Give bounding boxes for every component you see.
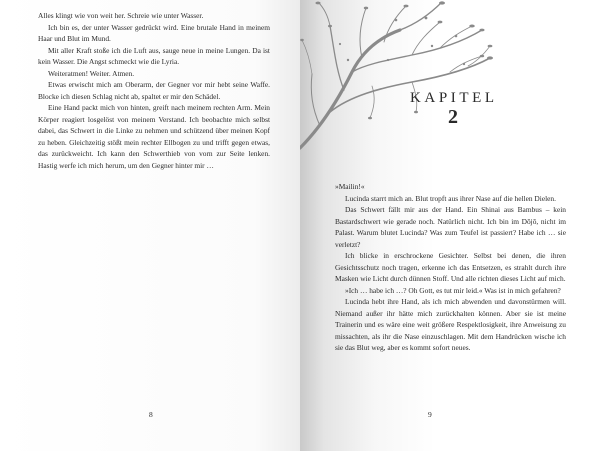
left-page-text bbox=[38, 10, 270, 171]
right-page bbox=[300, 0, 600, 451]
paragraph: Weiteratmen! Weiter. Atmen. bbox=[48, 68, 135, 78]
paragraph: Das Schwert fällt mir aus der Hand. Ein Shinai aus Bambus – kein Bastardschwert wie gerade noch. Natürlich nicht. Ich bin im Dōjō, nicht im Palast. Warum blutet Lucinda? Was zum Teufel ist passiert? Habe ich … sie verletzt? bbox=[335, 205, 566, 249]
paragraph: Ich blicke in erschrockene Gesichter. Selbst bei denen, die ihren Gesichtsschutz noch tragen, erkenne ich das Entsetzen, es strahlt durch ihre Masken wie Licht durch dünnen Stoff. Und alle richten dieses Licht auf mich. bbox=[335, 251, 566, 283]
paragraph: Ich bin es, der unter Wasser gedrückt wird. Eine brutale Hand in meinem Haar und Blut im Mund. bbox=[38, 22, 270, 43]
paragraph: Lucinda hebt ihre Hand, als ich mich abwenden und davonstürmen will. Niemand außer ihr hätte mich zurückhalten können. Aber sie ist meine Trainerin und es wäre eine weit größere Respektlosigkeit, ihre Anweisung zu missachten, als ihr die Nase einzuschlagen. Mit dem Handrücken wische ich sie das Blut weg, aber es kommt sofort neues. bbox=[335, 297, 566, 352]
paragraph: Lucinda starrt mich an. Blut tropft aus ihrer Nase auf die hellen Dielen. bbox=[345, 193, 556, 203]
right-page-text bbox=[335, 181, 566, 354]
paragraph: »Ich … habe ich …? Oh Gott, es tut mir leid.« Was ist in mich gefahren? bbox=[345, 285, 561, 295]
tree-branch-icon bbox=[300, 0, 600, 160]
chapter-number: 2 bbox=[448, 106, 458, 128]
paragraph: Etwas erwischt mich am Oberarm, der Gegner vor mir hebt seine Waffe. Blocke ich diesen Schlag nicht ab, spaltet er mir den Schädel. bbox=[38, 80, 270, 101]
paragraph: Mit aller Kraft stoße ich die Luft aus, sauge neue in meine Lungen. Da ist kein Wasser. Die Angst schmeckt wie die Lyria. bbox=[38, 45, 270, 66]
page-number-right: 9 bbox=[428, 410, 432, 419]
page-number-left: 8 bbox=[149, 410, 153, 419]
chapter-label: KAPITEL bbox=[410, 90, 498, 106]
paragraph: Eine Hand packt mich von hinten, greift nach meinem rechten Arm. Mein Körper reagiert losgelöst von meinem Verstand. Ich beobachte mich selbst dabei, das Schwert in die Linke zu nehmen und schützend über meinen Kopf zu heben. Gleichzeitig stößt mein rechter Ellbogen zu und trifft gegen etwas, das zurückweicht. Ich kann den Schwerthieb von vorn zur Seite lenken. Hastig werfe ich mich herum, um den Gegner hinter mir … bbox=[38, 103, 270, 170]
paragraph: »Mailin!« bbox=[335, 182, 365, 191]
paragraph: Alles klingt wie von weit her. Schreie wie unter Wasser. bbox=[38, 11, 204, 20]
